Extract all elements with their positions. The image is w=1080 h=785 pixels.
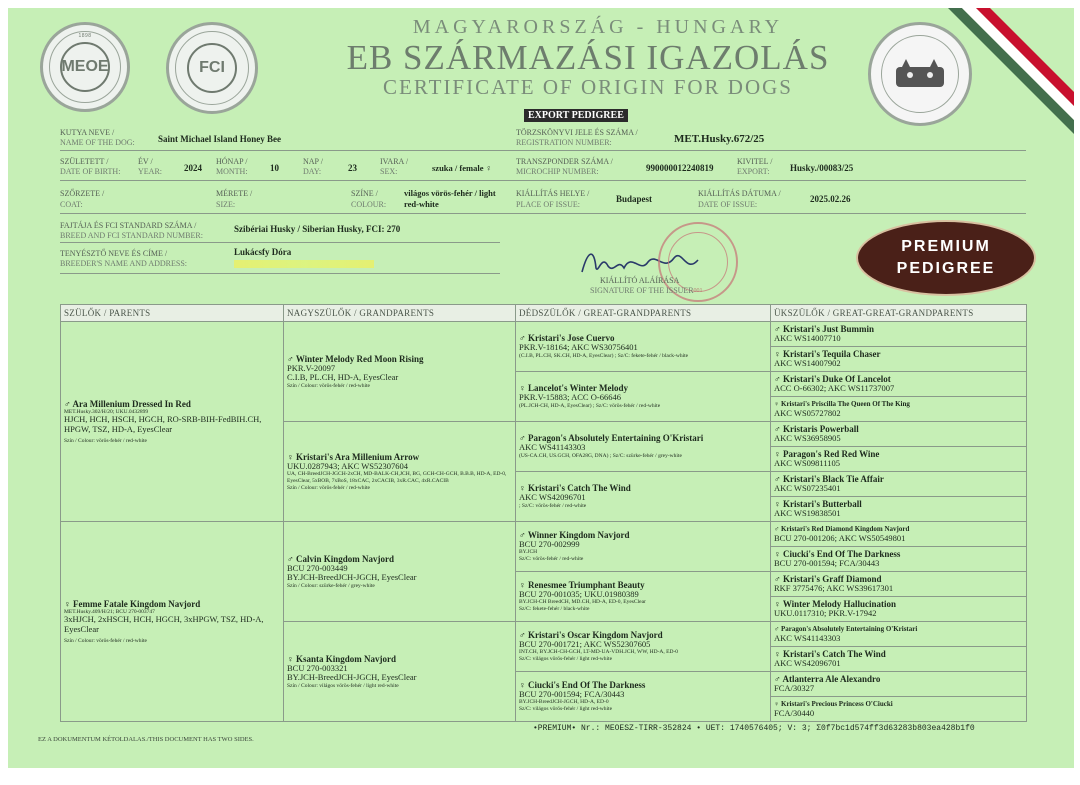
ggp-name: ♀ Renesmee Triumphant Beauty bbox=[519, 579, 645, 590]
gggp-reg: BCU 270-001206; AKC WS50549801 bbox=[774, 533, 906, 544]
divider bbox=[60, 150, 1026, 151]
grandparent-titles: BY.JCH-BreedJCH-JGCH, EyesClear bbox=[287, 672, 417, 683]
seal-left-year: 1898 bbox=[78, 33, 92, 39]
gggp-name: ♀ Kristari's Priscilla The Queen Of The King bbox=[774, 400, 910, 409]
gggp-reg: AKC WS14007902 bbox=[774, 358, 841, 369]
parent-sire bbox=[61, 322, 284, 522]
great-grandparent-cell bbox=[516, 672, 771, 722]
export-number: Husky./00083/25 bbox=[790, 163, 854, 173]
ggp-colour: Sz/C: világos vörös-fehér / light red-white bbox=[519, 706, 613, 713]
ggp-reg: AKC WS42096701 bbox=[519, 492, 586, 503]
gggp-cell bbox=[771, 322, 1027, 347]
sex-label-en: SEX: bbox=[380, 167, 398, 176]
date-label-en: DATE OF ISSUE: bbox=[698, 200, 758, 209]
month-label-en: MONTH: bbox=[216, 167, 248, 176]
document-title-en: CERTIFICATE OF ORIGIN FOR DOGS bbox=[383, 75, 793, 99]
gggp-name: ♂ Kristari's Duke Of Lancelot bbox=[774, 374, 891, 385]
gggp-reg: ACC O-66302; AKC WS11737007 bbox=[774, 383, 895, 394]
gggp-name: ♀ Paragon's Red Red Wine bbox=[774, 449, 880, 460]
pedigree-header-row bbox=[61, 305, 1027, 322]
gggp-name: ♂ Kristari's Red Diamond Kingdom Navjord bbox=[774, 525, 910, 534]
parent-dam bbox=[61, 522, 284, 722]
gggp-cell bbox=[771, 522, 1027, 547]
day-label-hu: NAP / bbox=[303, 157, 323, 166]
grandparent-name: ♂ Calvin Kingdom Navjord bbox=[287, 553, 395, 564]
breeder-label-hu: TENYÉSZTŐ NEVE ÉS CÍME / bbox=[60, 249, 168, 258]
sex: szuka / female ♀ bbox=[432, 163, 492, 173]
gggp-reg: AKC WS07235401 bbox=[774, 483, 841, 494]
parent-titles: 3xHJCH, 2xHSCH, HCH, HGCH, 3xHPGW, TSZ, HD-A, EyesClear bbox=[64, 614, 264, 634]
ggp-info: BY.JCH-CH BreedCH, MD.CH, HD-A, ED-0, EyesClear bbox=[519, 599, 646, 606]
size-label-hu: MÉRETE / bbox=[216, 189, 253, 198]
breed-label-en: BREED AND FCI STANDARD NUMBER: bbox=[60, 231, 203, 240]
breed-label-hu: FAJTÁJA ÉS FCI STANDARD SZÁMA / bbox=[60, 221, 197, 230]
great-grandparent-cell bbox=[516, 472, 771, 522]
gggp-reg: FCA/30327 bbox=[774, 683, 815, 694]
gggp-cell bbox=[771, 347, 1027, 372]
reg-label-hu: TÖRZSKÖNYVI JELE ÉS SZÁMA / bbox=[516, 128, 638, 137]
grandparent-cell bbox=[284, 522, 516, 622]
gggp-name: ♂ Paragon's Absolutely Entertaining O'Kristari bbox=[774, 625, 918, 634]
gggp-name: ♂ Kristari's Graff Diamond bbox=[774, 574, 882, 585]
grandparent-colour: Szín / Colour: világos vörös-fehér / light red-white bbox=[287, 682, 399, 689]
export-pedigree-badge: EXPORT PEDIGREE bbox=[524, 109, 628, 122]
gggp-cell bbox=[771, 397, 1027, 422]
two-sided-note: EZ A DOKUMENTUM KÉTOLDALAS./THIS DOCUMENT HAS TWO SIDES. bbox=[38, 736, 254, 743]
ggp-info: INT.CH, BY.JCH-CH-GCH, LT-MD-UA-VDH.JCH, WW, HD-A, ED-0 bbox=[519, 649, 679, 656]
dob-label-hu: SZÜLETETT / bbox=[60, 157, 109, 166]
grandparent-titles: C.I.B, PL.CH, HD-A, EyesClear bbox=[287, 372, 399, 383]
seal-mid-mid: FCI bbox=[187, 43, 237, 93]
name-label-en: NAME OF THE DOG: bbox=[60, 138, 135, 147]
year-label-hu: ÉV / bbox=[138, 157, 153, 166]
colour-label-hu: SZÍNE / bbox=[351, 189, 378, 198]
ggp-info: (C.I.B, PL.CH, SK.CH, HD-A, EyesClear) ; Sz/C: fekete-fehér / black-white bbox=[519, 352, 689, 359]
document-title-hu: EB SZÁRMAZÁSI IGAZOLÁS bbox=[346, 38, 830, 77]
seal-left-mid: MEOE bbox=[60, 42, 110, 92]
redacted-address bbox=[234, 260, 374, 268]
ggp-reg: AKC WS41143303 bbox=[519, 442, 586, 453]
ggp-reg: PKR.V-18164; AKC WS30756401 bbox=[519, 342, 638, 353]
gggp-reg: AKC WS05727802 bbox=[774, 408, 841, 419]
breeder-label-en: BREEDER'S NAME AND ADDRESS: bbox=[60, 259, 188, 268]
birth-day: 23 bbox=[348, 163, 357, 173]
grandparent-titles: UA, CH-BreedJCH-JGCH-2xCH, MD-BALK-CH,JCH, BG, GCH-CH-GCH, B.B.B, HD-A, ED-0, EyesClear, 5xBOB, 7xBoS, 18xCAC, 2xCACIB, 3xR.CAC, 4xR.CACIB bbox=[287, 471, 507, 484]
gggp-cell bbox=[771, 497, 1027, 522]
gggp-name: ♀ Winter Melody Hallucination bbox=[774, 599, 897, 610]
gggp-reg: FCA/30440 bbox=[774, 708, 815, 719]
ggp-colour: Sz/C: vörös-fehér / red-white bbox=[519, 556, 584, 563]
ggp-name: ♀ Ciucki's End Of The Darkness bbox=[519, 679, 646, 690]
gggp-cell bbox=[771, 622, 1027, 647]
day-label-en: DAY: bbox=[303, 167, 322, 176]
export-label-hu: KIVITEL / bbox=[737, 157, 773, 166]
gggp-name: ♂ Kristari's Black Tie Affair bbox=[774, 474, 884, 485]
ggp-colour: Sz/C: világos vörös-fehér / light red-white bbox=[519, 656, 613, 663]
divider bbox=[60, 213, 1026, 214]
grandparent-cell bbox=[284, 422, 516, 522]
gggp-cell bbox=[771, 422, 1027, 447]
year-label-en: YEAR: bbox=[138, 167, 162, 176]
signature-label-hu: KIÁLLÍTÓ ALÁÍRÁSA bbox=[600, 276, 680, 285]
chip-label-hu: TRANSZPONDER SZÁMA / bbox=[516, 157, 613, 166]
stamp-code: 001 bbox=[693, 288, 703, 294]
gggp-name: ♀ Kristari's Tequila Chaser bbox=[774, 349, 881, 360]
gggp-name: ♂ Kristari's Just Bummin bbox=[774, 324, 875, 335]
gggp-reg: AKC WS42096701 bbox=[774, 658, 841, 669]
gggp-reg: RKF 3775476; AKC WS39617301 bbox=[774, 583, 894, 594]
divider bbox=[60, 242, 500, 243]
dog-name: Saint Michael Island Honey Bee bbox=[158, 134, 282, 144]
grandparent-reg: PKR.V-20097 bbox=[287, 362, 336, 373]
place-label-en: PLACE OF ISSUE: bbox=[516, 200, 581, 209]
microchip-number: 990000012240819 bbox=[646, 163, 714, 173]
colour-label-en: COLOUR: bbox=[351, 200, 387, 209]
divider bbox=[60, 180, 1026, 181]
ggp-colour: Sz/C: fekete-fehér / black-white bbox=[519, 606, 590, 613]
parent-reg: MET.Husky.302/H/20; UKU.0432899 bbox=[64, 408, 149, 415]
ggp-info: BY.JCH-BreedJCH-JGCH, HD-A, ED-0 bbox=[519, 699, 609, 706]
great-grandparent-cell bbox=[516, 422, 771, 472]
premium-line1: PREMIUM bbox=[901, 238, 991, 255]
header-great-great-grandparents: ÜKSZÜLŐK / GREAT-GREAT-GRANDPARENTS bbox=[771, 305, 1027, 322]
gggp-cell bbox=[771, 547, 1027, 572]
ggp-name: ♀ Kristari's Catch The Wind bbox=[519, 483, 631, 494]
ggp-name: ♂ Kristari's Oscar Kingdom Navjord bbox=[519, 629, 663, 640]
gggp-reg: AKC WS36958905 bbox=[774, 433, 841, 444]
signature-label-en: SIGNATURE OF THE ISSUER bbox=[590, 286, 694, 295]
country-title: MAGYARORSZÁG - HUNGARY bbox=[412, 16, 784, 38]
grandparent-name: ♀ Kristari's Ara Millenium Arrow bbox=[287, 451, 420, 462]
gggp-reg: AKC WS09811105 bbox=[774, 458, 841, 469]
breeder-name: Lukácsfy Dóra bbox=[234, 247, 292, 257]
parent-colour: Szín / Colour: vörös-fehér / red-white bbox=[64, 438, 147, 444]
grandparent-colour: Szín / Colour: vörös-fehér / red-white bbox=[287, 485, 370, 491]
great-grandparent-cell bbox=[516, 622, 771, 672]
place-label-hu: KIÁLLÍTÁS HELYE / bbox=[516, 189, 590, 198]
grandparent-name: ♀ Ksanta Kingdom Navjord bbox=[287, 653, 397, 664]
month-label-hu: HÓNAP / bbox=[216, 157, 248, 166]
premium-line2: PEDIGREE bbox=[896, 260, 996, 277]
parent-reg: MET.Husky.409/H/21; BCU 270-003747 bbox=[64, 608, 155, 615]
ggp-name: ♀ Lancelot's Winter Melody bbox=[519, 383, 628, 394]
header-parents: SZÜLŐK / PARENTS bbox=[61, 305, 284, 322]
gggp-cell bbox=[771, 572, 1027, 597]
ggp-info: ; Sz/C: vörös-fehér / red-white bbox=[519, 502, 587, 509]
coat-label-en: COAT: bbox=[60, 200, 83, 209]
meoe-seal-icon bbox=[40, 22, 130, 112]
gggp-name: ♀ Kristari's Butterball bbox=[774, 499, 862, 510]
parent-name: ♀ Femme Fatale Kingdom Navjord bbox=[64, 598, 201, 609]
sex-label-hu: IVARA / bbox=[380, 157, 409, 166]
ggp-reg: BCU 270-001594; FCA/30443 bbox=[519, 688, 625, 699]
grandparent-name: ♂ Winter Melody Red Moon Rising bbox=[287, 353, 424, 364]
date-label-hu: KIÁLLÍTÁS DÁTUMA / bbox=[698, 189, 781, 198]
date-of-issue: 2025.02.26 bbox=[810, 194, 851, 204]
gggp-cell bbox=[771, 647, 1027, 672]
premium-pedigree-badge bbox=[856, 220, 1036, 296]
ggp-reg: PKR.V-15883; ACC O-66646 bbox=[519, 392, 621, 403]
gggp-cell bbox=[771, 597, 1027, 622]
gggp-cell bbox=[771, 672, 1027, 697]
gggp-cell bbox=[771, 697, 1027, 722]
grandparent-colour: Szín / Colour: szürke-fehér / grey-white bbox=[287, 582, 375, 589]
certificate-sheet bbox=[8, 8, 1074, 768]
dob-label-en: DATE OF BIRTH: bbox=[60, 167, 121, 176]
grandparent-reg: BCU 270-003449 bbox=[287, 562, 348, 573]
header-grandparents: NAGYSZÜLŐK / GRANDPARENTS bbox=[284, 305, 516, 322]
gggp-name: ♂ Kristaris Powerball bbox=[774, 424, 859, 435]
size-label-en: SIZE: bbox=[216, 200, 236, 209]
grandparent-reg: UKU.0287943; AKC WS52307604 bbox=[287, 460, 408, 471]
gggp-name: ♀ Kristari's Catch The Wind bbox=[774, 649, 886, 660]
gggp-reg: AKC WS41143303 bbox=[774, 633, 841, 644]
gggp-cell bbox=[771, 372, 1027, 397]
chip-label-en: MICROCHIP NUMBER: bbox=[516, 167, 599, 176]
grandparent-titles: BY.JCH-BreedJCH-JGCH, EyesClear bbox=[287, 572, 417, 583]
parent-titles: HJCH, HCH, HSCH, HGCH, RO-SRB-BIH-FedBIH.CH, HPGW, TSZ, HD-A, EyesClear bbox=[64, 414, 262, 434]
grandparent-colour: Szín / Colour: vörös-fehér / red-white bbox=[287, 382, 370, 389]
birth-year: 2024 bbox=[184, 163, 202, 173]
husky-club-seal-icon bbox=[868, 22, 972, 126]
gggp-name: ♀ Ciucki's End Of The Darkness bbox=[774, 549, 901, 560]
parent-colour: Szín / Colour: vörös-fehér / red-white bbox=[64, 638, 147, 644]
great-grandparent-cell bbox=[516, 572, 771, 622]
colour-value: világos vörös-fehér / light red-white bbox=[404, 188, 496, 209]
gggp-reg: AKC WS14007710 bbox=[774, 333, 841, 344]
document-code-line: •PREMIUM• Nr.: MEOESZ-TIRR-352824 • UET: 1740576405; V: 3; Σ0f7bc1d574ff3d63283b803ea428b1f0 bbox=[533, 724, 975, 733]
gggp-reg: BCU 270-001594; FCA/30443 bbox=[774, 558, 880, 569]
great-grandparent-cell bbox=[516, 522, 771, 572]
header-great-grandparents: DÉDSZÜLŐK / GREAT-GRANDPARENTS bbox=[516, 305, 771, 322]
grandparent-reg: BCU 270-003321 bbox=[287, 662, 348, 673]
divider bbox=[60, 273, 500, 274]
ggp-info: BY.JCH bbox=[519, 549, 538, 556]
name-label-hu: KUTYA NEVE / bbox=[60, 128, 115, 137]
coat-label-hu: SZŐRZETE / bbox=[60, 189, 105, 198]
birth-month: 10 bbox=[270, 163, 279, 173]
ggp-info: (PL.JCH-CH, HD-A, EyesClear) ; Sz/C: vörös-fehér / red-white bbox=[519, 402, 661, 409]
gggp-reg: UKU.0117310; PKR.V-17942 bbox=[774, 608, 877, 619]
export-label-en: EXPORT: bbox=[737, 167, 770, 176]
pedigree-table bbox=[60, 304, 1027, 722]
grandparent-cell bbox=[284, 622, 516, 722]
gggp-reg: AKC WS19838501 bbox=[774, 508, 841, 519]
gggp-name: ♂ Atlanterra Ale Alexandro bbox=[774, 674, 881, 685]
place-of-issue: Budapest bbox=[616, 194, 653, 204]
breed-value: Szibériai Husky / Siberian Husky, FCI: 270 bbox=[234, 224, 401, 234]
great-grandparent-cell bbox=[516, 322, 771, 372]
gggp-cell bbox=[771, 447, 1027, 472]
gggp-cell bbox=[771, 472, 1027, 497]
grandparent-cell bbox=[284, 322, 516, 422]
ggp-reg: BCU 270-001035; UKU.01980389 bbox=[519, 588, 639, 599]
reg-label-en: REGISTRATION NUMBER: bbox=[516, 138, 612, 147]
ggp-name: ♂ Paragon's Absolutely Entertaining O'Kristari bbox=[519, 433, 704, 444]
ggp-reg: BCU 270-002999 bbox=[519, 538, 580, 549]
gggp-name: ♀ Kristari's Precious Princess O'Ciucki bbox=[774, 700, 893, 709]
parent-name: ♂ Ara Millenium Dressed In Red bbox=[64, 398, 191, 409]
ggp-info: (US-CA.CH, US.GCH, OFA28G, DNA) ; Sz/C: szürke-fehér / grey-white bbox=[519, 452, 682, 459]
registration-number: MET.Husky.672/25 bbox=[674, 133, 765, 145]
great-grandparent-cell bbox=[516, 372, 771, 422]
ggp-reg: BCU 270-001721; AKC WS52307605 bbox=[519, 638, 651, 649]
fci-seal-icon bbox=[166, 22, 258, 114]
ggp-name: ♂ Winner Kingdom Navjord bbox=[519, 529, 630, 540]
ggp-name: ♂ Kristari's Jose Cuervo bbox=[519, 333, 615, 344]
